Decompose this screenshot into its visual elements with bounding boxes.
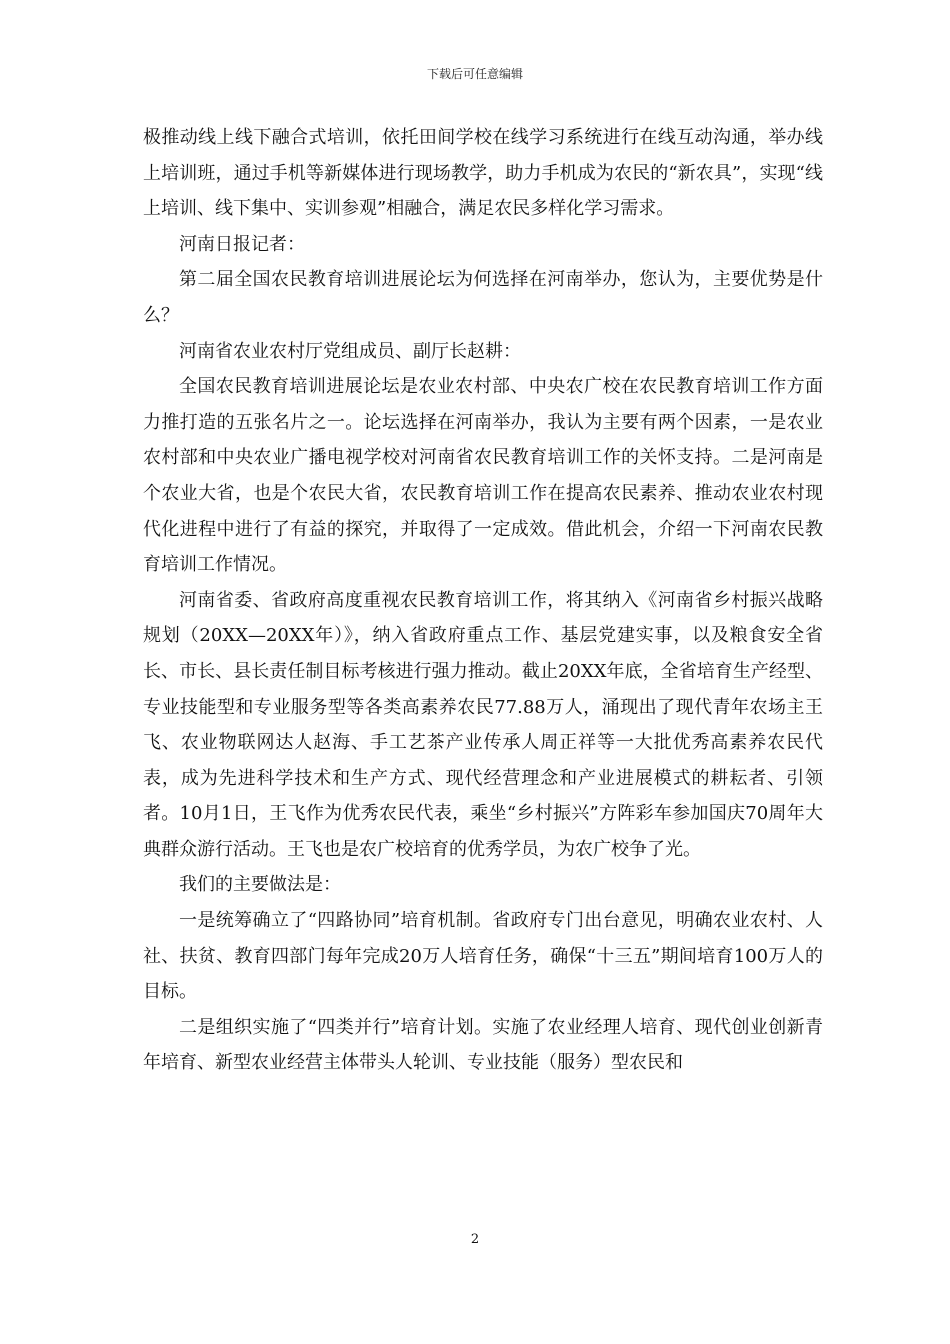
paragraph: 二是组织实施了“四类并行”培育计划。实施了农业经理人培育、现代创业创新青年培育、新型农业经营主体带头人轮训、专业技能（服务）型农民和 [143,1016,823,1074]
page-header: 下载后可任意编辑 [426,67,523,81]
page-number: 2 [470,1232,480,1247]
paragraph: 河南省农业农村厅党组成员、副厅长赵耕： [179,340,521,362]
document-body [143,120,823,1081]
paragraph: 河南省委、省政府高度重视农民教育培训工作，将其纳入《河南省乡村振兴战略规划（20XX—20XX年）》，纳入省政府重点工作、基层党建实事，以及粮食安全省长、市长、县长责任制目标考核进行强力推动。截止20XX年底，全省培育生产经型、专业技能型和专业服务型等各类高素养农民77.88万人，涌现出了现代青年农场主王飞、农业物联网达人赵海、手工艺茶产业传承人周正祥等一大批优秀高素养农民代表，成为先进科学技术和生产方式、现代经营理念和产业进展模式的耕耘者、引领者。10月1日，王飞作为优秀农民代表，乘坐“乡村振兴”方阵彩车参加国庆70周年大典群众游行活动。王飞也是农广校培育的优秀学员，为农广校争了光。 [143,589,823,860]
paragraph: 一是统筹确立了“四路协同”培育机制。省政府专门出台意见，明确农业农村、人社、扶贫、教育四部门每年完成20万人培育任务，确保“十三五”期间培育100万人的目标。 [143,910,823,1003]
paragraph: 河南日报记者： [179,233,305,255]
paragraph: 第二届全国农民教育培训进展论坛为何选择在河南举办，您认为，主要优势是什么？ [143,269,823,326]
paragraph: 极推动线上线下融合式培训，依托田间学校在线学习系统进行在线互动沟通，举办线上培训班，通过手机等新媒体进行现场教学，助力手机成为农民的“新农具”，实现“线上培训、线下集中、实训参观”相融合，满足农民多样化学习需求。 [143,127,823,220]
paragraph: 我们的主要做法是： [179,874,341,896]
paragraph: 全国农民教育培训进展论坛是农业农村部、中央农广校在农民教育培训工作方面力推打造的五张名片之一。论坛选择在河南举办，我认为主要有两个因素，一是农业农村部和中央农业广播电视学校对河南省农民教育培训工作的关怀支持。二是河南是个农业大省，也是个农民大省，农民教育培训工作在提高农民素养、推动农业农村现代化进程中进行了有益的探究，并取得了一定成效。借此机会，介绍一下河南农民教育培训工作情况。 [143,376,823,576]
